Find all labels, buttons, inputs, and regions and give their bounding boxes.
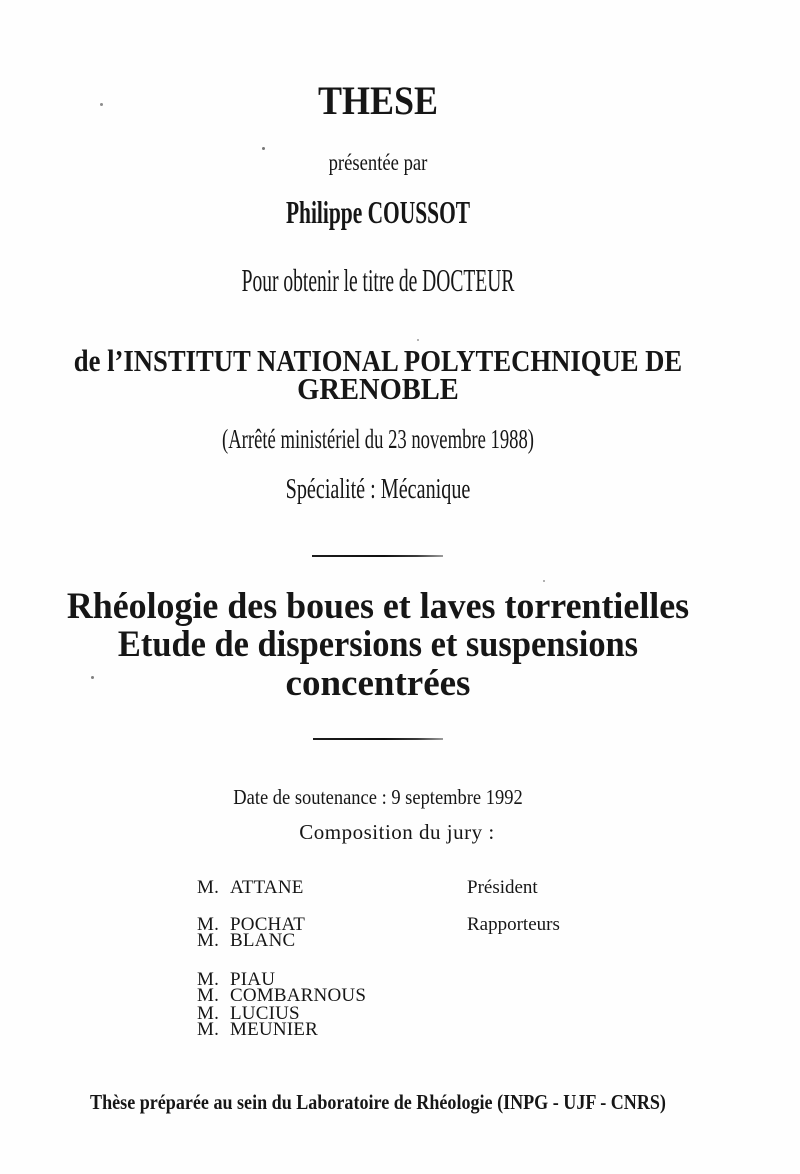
defense-date-line: Date de soutenance : 9 septembre 1992 — [233, 785, 523, 809]
degree-line: Pour obtenir le titre de DOCTEUR — [241, 262, 515, 298]
jury-member-name: LUCIUS — [230, 1003, 300, 1024]
ministerial-decree-line: (Arrêté ministériel du 23 novembre 1988) — [222, 424, 534, 454]
institution-line-2: GRENOBLE — [297, 371, 459, 406]
jury-member-title: M. — [197, 914, 220, 935]
separator-line-top — [312, 555, 443, 557]
author-name: Philippe COUSSOT — [285, 194, 471, 230]
jury-member-title: M. — [197, 985, 220, 1006]
jury-member-name: PIAU — [230, 969, 276, 990]
jury-member-title: M. — [197, 969, 220, 990]
institution-line-1: de l’INSTITUT NATIONAL POLYTECHNIQUE DE — [73, 343, 683, 378]
jury-heading: Composition du jury : — [299, 820, 495, 844]
thesis-title-line-2: Etude de dispersions et suspensions — [117, 624, 639, 665]
scan-speck — [262, 147, 265, 150]
jury-member-title: M. — [197, 877, 220, 898]
jury-member-title: M. — [197, 1019, 220, 1040]
thesis-title-line-3: concentrées — [285, 663, 471, 704]
jury-role-rapporteurs: Rapporteurs — [467, 914, 560, 935]
jury-member-name: POCHAT — [230, 914, 306, 935]
presented-by-label: présentée par — [328, 150, 428, 175]
scan-speck — [417, 339, 419, 341]
jury-member-name: MEUNIER — [230, 1019, 318, 1040]
jury-member-name: BLANC — [230, 930, 296, 951]
jury-member-name: COMBARNOUS — [230, 985, 367, 1006]
jury-member-title: M. — [197, 930, 220, 951]
separator-line-bottom — [313, 738, 443, 740]
jury-member-title: M. — [197, 1003, 220, 1024]
jury-member-name: ATTANE — [230, 877, 304, 898]
scan-speck — [100, 103, 103, 106]
page-title: THESE — [317, 78, 439, 123]
footer-note: Thèse préparée au sein du Laboratoire de Rhéologie (INPG - UJF - CNRS) — [90, 1090, 666, 1114]
thesis-title-line-1: Rhéologie des boues et laves torrentielles — [66, 586, 690, 627]
jury-role-president: Président — [467, 877, 538, 898]
scan-speck — [543, 580, 545, 582]
scan-speck — [91, 676, 94, 679]
specialty-line: Spécialité : Mécanique — [285, 474, 471, 505]
jury-row — [197, 1020, 318, 1039]
jury-row — [197, 878, 304, 897]
jury-row — [197, 931, 295, 950]
